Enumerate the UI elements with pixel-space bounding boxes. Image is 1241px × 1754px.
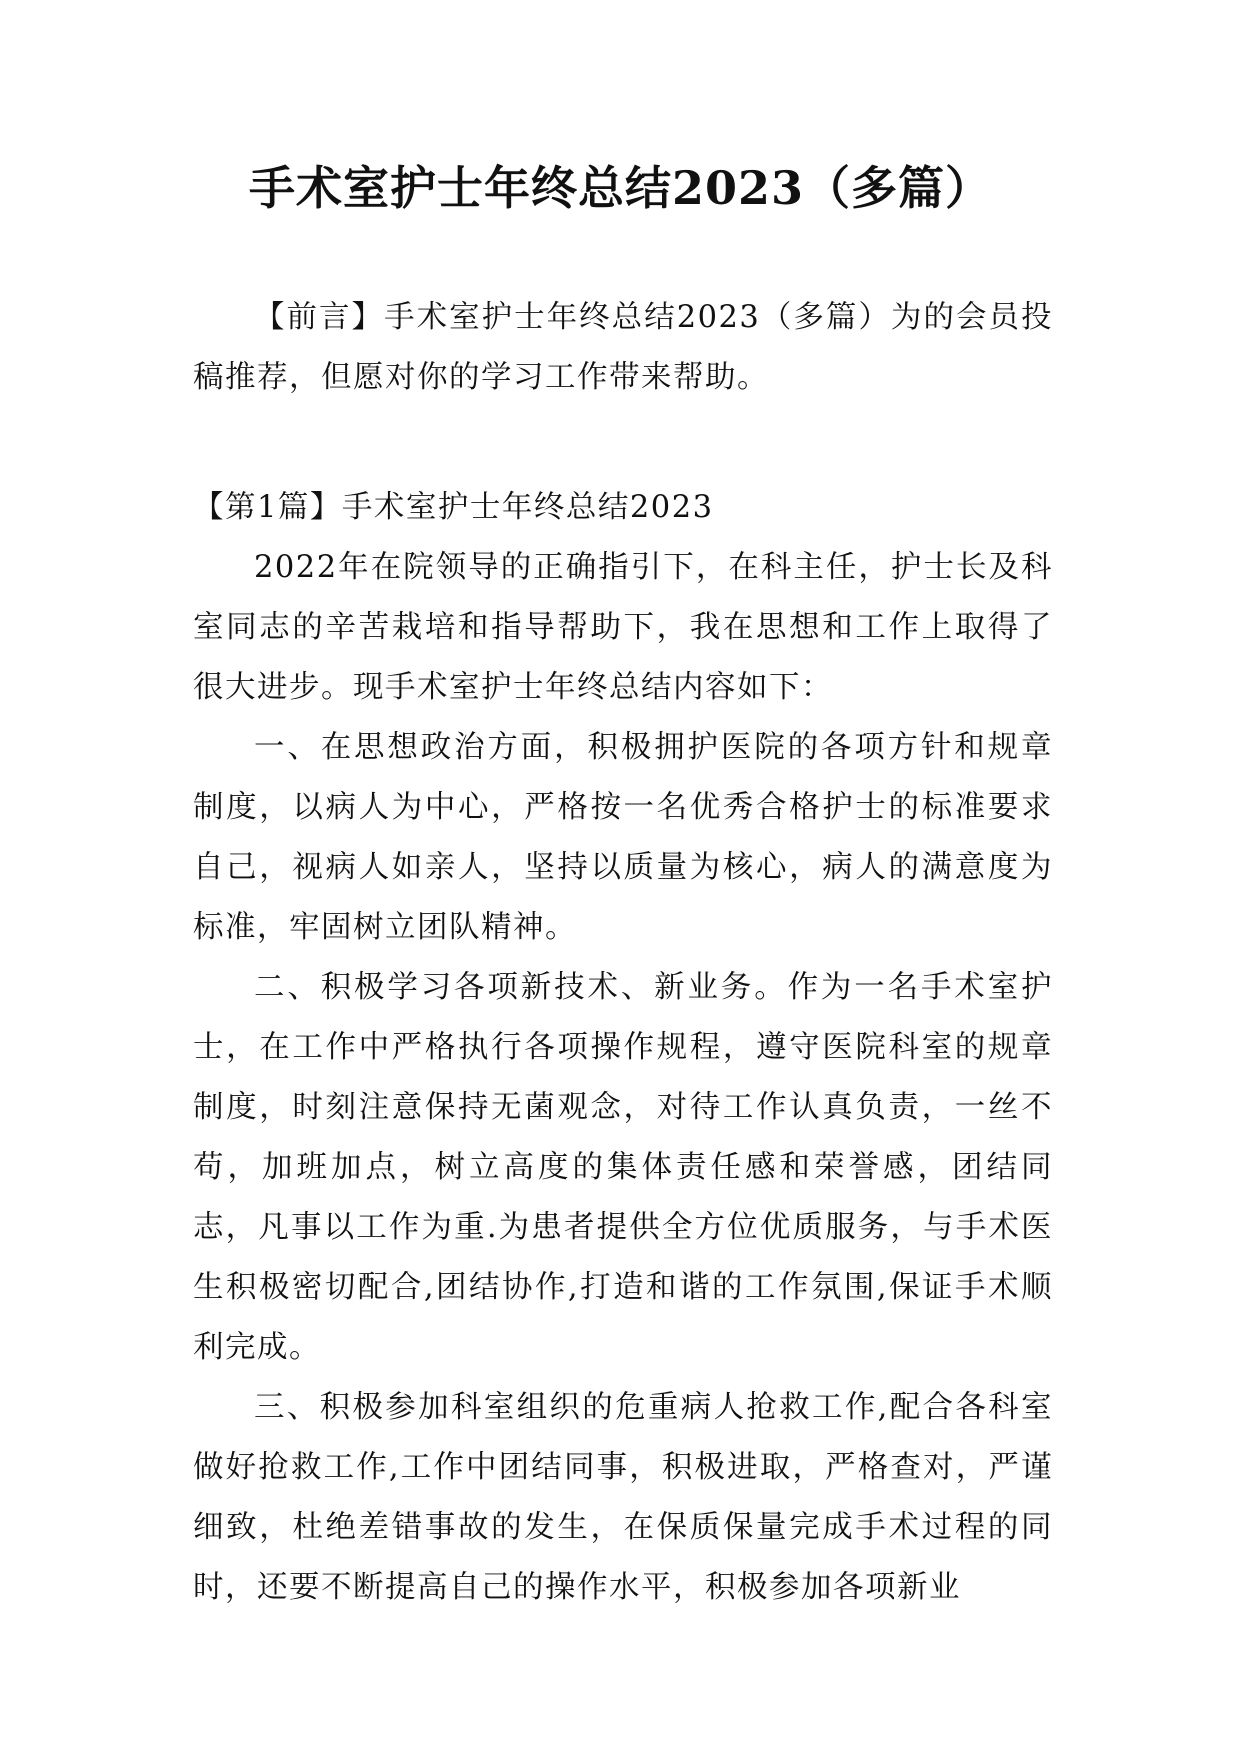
body-paragraph-3: 二、积极学习各项新技术、新业务。作为一名手术室护士，在工作中严格执行各项操作规程，遵守医院科室的规章制度，时刻注意保持无菌观念，对待工作认真负责，一丝不苟，加班加点，树立高度的集体责任感和荣誉感，团结同志，凡事以工作为重.为患者提供全方位优质服务，与手术医生积极密切配合,团结协作,打造和谐的工作氛围,保证手术顺利完成。 <box>193 970 1053 1365</box>
spacer <box>193 408 1053 478</box>
preface-paragraph: 【前言】手术室护士年终总结2023（多篇）为的会员投稿推荐，但愿对你的学习工作带来帮助。 <box>193 300 1053 395</box>
body-paragraph-2: 一、在思想政治方面，积极拥护医院的各项方针和规章制度，以病人为中心，严格按一名优秀合格护士的标准要求自己，视病人如亲人，坚持以质量为核心，病人的满意度为标准，牢固树立团队精神。 <box>193 730 1053 945</box>
section-heading: 【第1篇】手术室护士年终总结2023 <box>193 490 714 525</box>
document-title: 手术室护士年终总结2023（多篇） <box>248 161 993 215</box>
document-body <box>193 288 1053 1618</box>
body-paragraph-1: 2022年在院领导的正确指引下，在科主任，护士长及科室同志的辛苦栽培和指导帮助下，我在思想和工作上取得了很大进步。现手术室护士年终总结内容如下： <box>193 550 1053 705</box>
body-paragraph-4: 三、积极参加科室组织的危重病人抢救工作,配合各科室做好抢救工作,工作中团结同事，积极进取，严格查对，严谨细致，杜绝差错事故的发生，在保质保量完成手术过程的同时，还要不断提高自己的操作水平，积极参加各项新业 <box>193 1390 1053 1605</box>
